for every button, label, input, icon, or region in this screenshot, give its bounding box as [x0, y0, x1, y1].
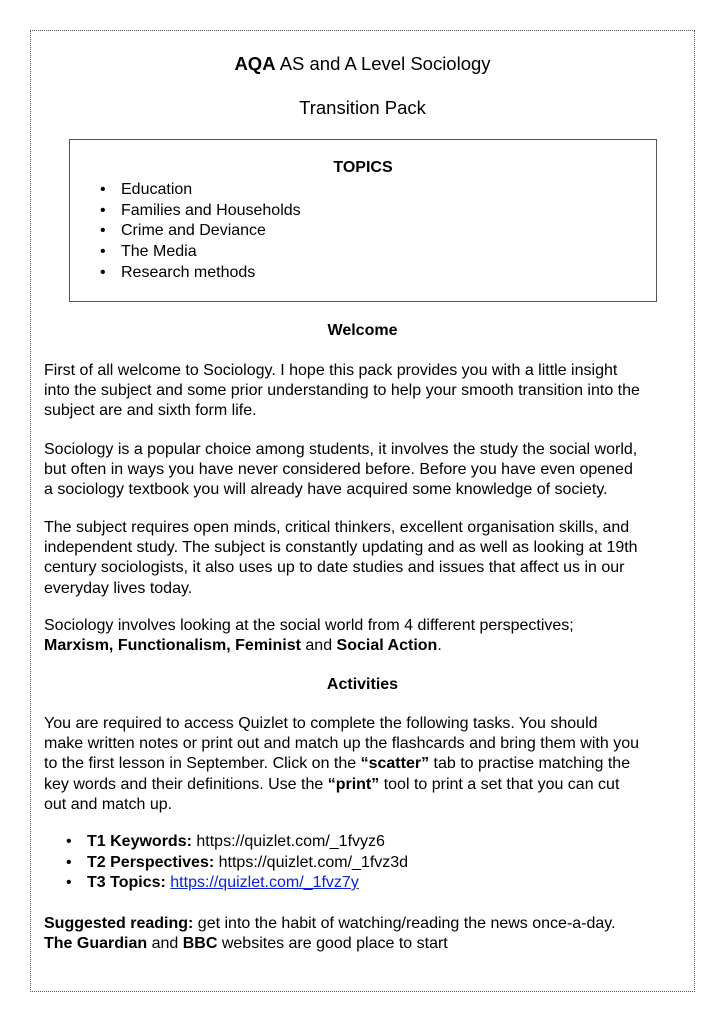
- topics-box: [69, 139, 657, 302]
- topic-item: • Research methods: [100, 263, 301, 284]
- welcome-paragraph-2: Sociology is a popular choice among students, it involves the study the social world, but often in ways you have never considered before. Before you have even opened a sociology textbook you will already have acquired some knowledge of society.: [44, 441, 638, 499]
- page-subtitle: Transition Pack: [299, 97, 426, 118]
- task-t3-link[interactable]: https://quizlet.com/_1fvz7y: [170, 874, 359, 891]
- topic-item: • Families and Households: [100, 201, 301, 222]
- welcome-heading: Welcome: [327, 322, 398, 339]
- welcome-paragraph-1: First of all welcome to Sociology. I hope this pack provides you with a little insight into the subject and some prior understanding to help your smooth transition into the subject are and sixth form life.: [44, 362, 640, 420]
- task-t2: • T2 Perspectives: https://quizlet.com/_1fvz3d: [66, 853, 408, 874]
- bbc: BBC: [182, 935, 218, 953]
- task-t3: • T3 Topics: https://quizlet.com/_1fvz7y: [66, 873, 408, 894]
- page-title: [0, 53, 725, 75]
- suggested-reading: Suggested reading: get into the habit of watching/reading the news once-a-day. The Guardian and BBC websites are good place to start: [44, 915, 616, 953]
- title-rest: AS and A Level Sociology: [279, 53, 491, 74]
- task-t2-url: https://quizlet.com/_1fvz3d: [218, 853, 409, 871]
- task-t1-url: https://quizlet.com/_1fvyz6: [196, 833, 385, 850]
- guardian: The Guardian: [44, 935, 148, 953]
- topic-item: • Education: [100, 180, 301, 201]
- welcome-paragraph-3: The subject requires open minds, critical thinkers, excellent organisation skills, and independent study. The subject is constantly updating and as well as looking at 19th century sociologists, it also uses up to date studies and issues that affect us in our everyday lives today.: [44, 519, 638, 597]
- perspectives-list: Marxism, Functionalism, Feminist: [44, 637, 301, 655]
- topic-item: • The Media: [100, 242, 301, 263]
- suggested-reading-label: Suggested reading:: [44, 915, 194, 932]
- scatter-term: “scatter”: [360, 755, 430, 773]
- quizlet-task-list: [66, 832, 408, 894]
- topics-heading: TOPICS: [333, 159, 393, 176]
- welcome-paragraph-4: Sociology involves looking at the social world from 4 different perspectives; Marxism, Functionalism, Feminist and Social Action.: [44, 617, 574, 655]
- activities-paragraph: You are required to access Quizlet to complete the following tasks. You should make written notes or print out and match up the flashcards and bring them with you to the first lesson in September. Click on the “scatter” tab to practise matching the key words and their definitions. Use the “print” tool to print a set that you can cut out and match up.: [44, 715, 639, 813]
- print-term: “print”: [327, 775, 380, 793]
- title-aqa: AQA: [234, 53, 276, 74]
- social-action: Social Action: [336, 637, 438, 655]
- activities-heading: Activities: [326, 676, 399, 693]
- topics-list: [100, 180, 301, 284]
- topic-item: • Crime and Deviance: [100, 221, 301, 242]
- task-t1: • T1 Keywords: https://quizlet.com/_1fvyz6: [66, 832, 408, 853]
